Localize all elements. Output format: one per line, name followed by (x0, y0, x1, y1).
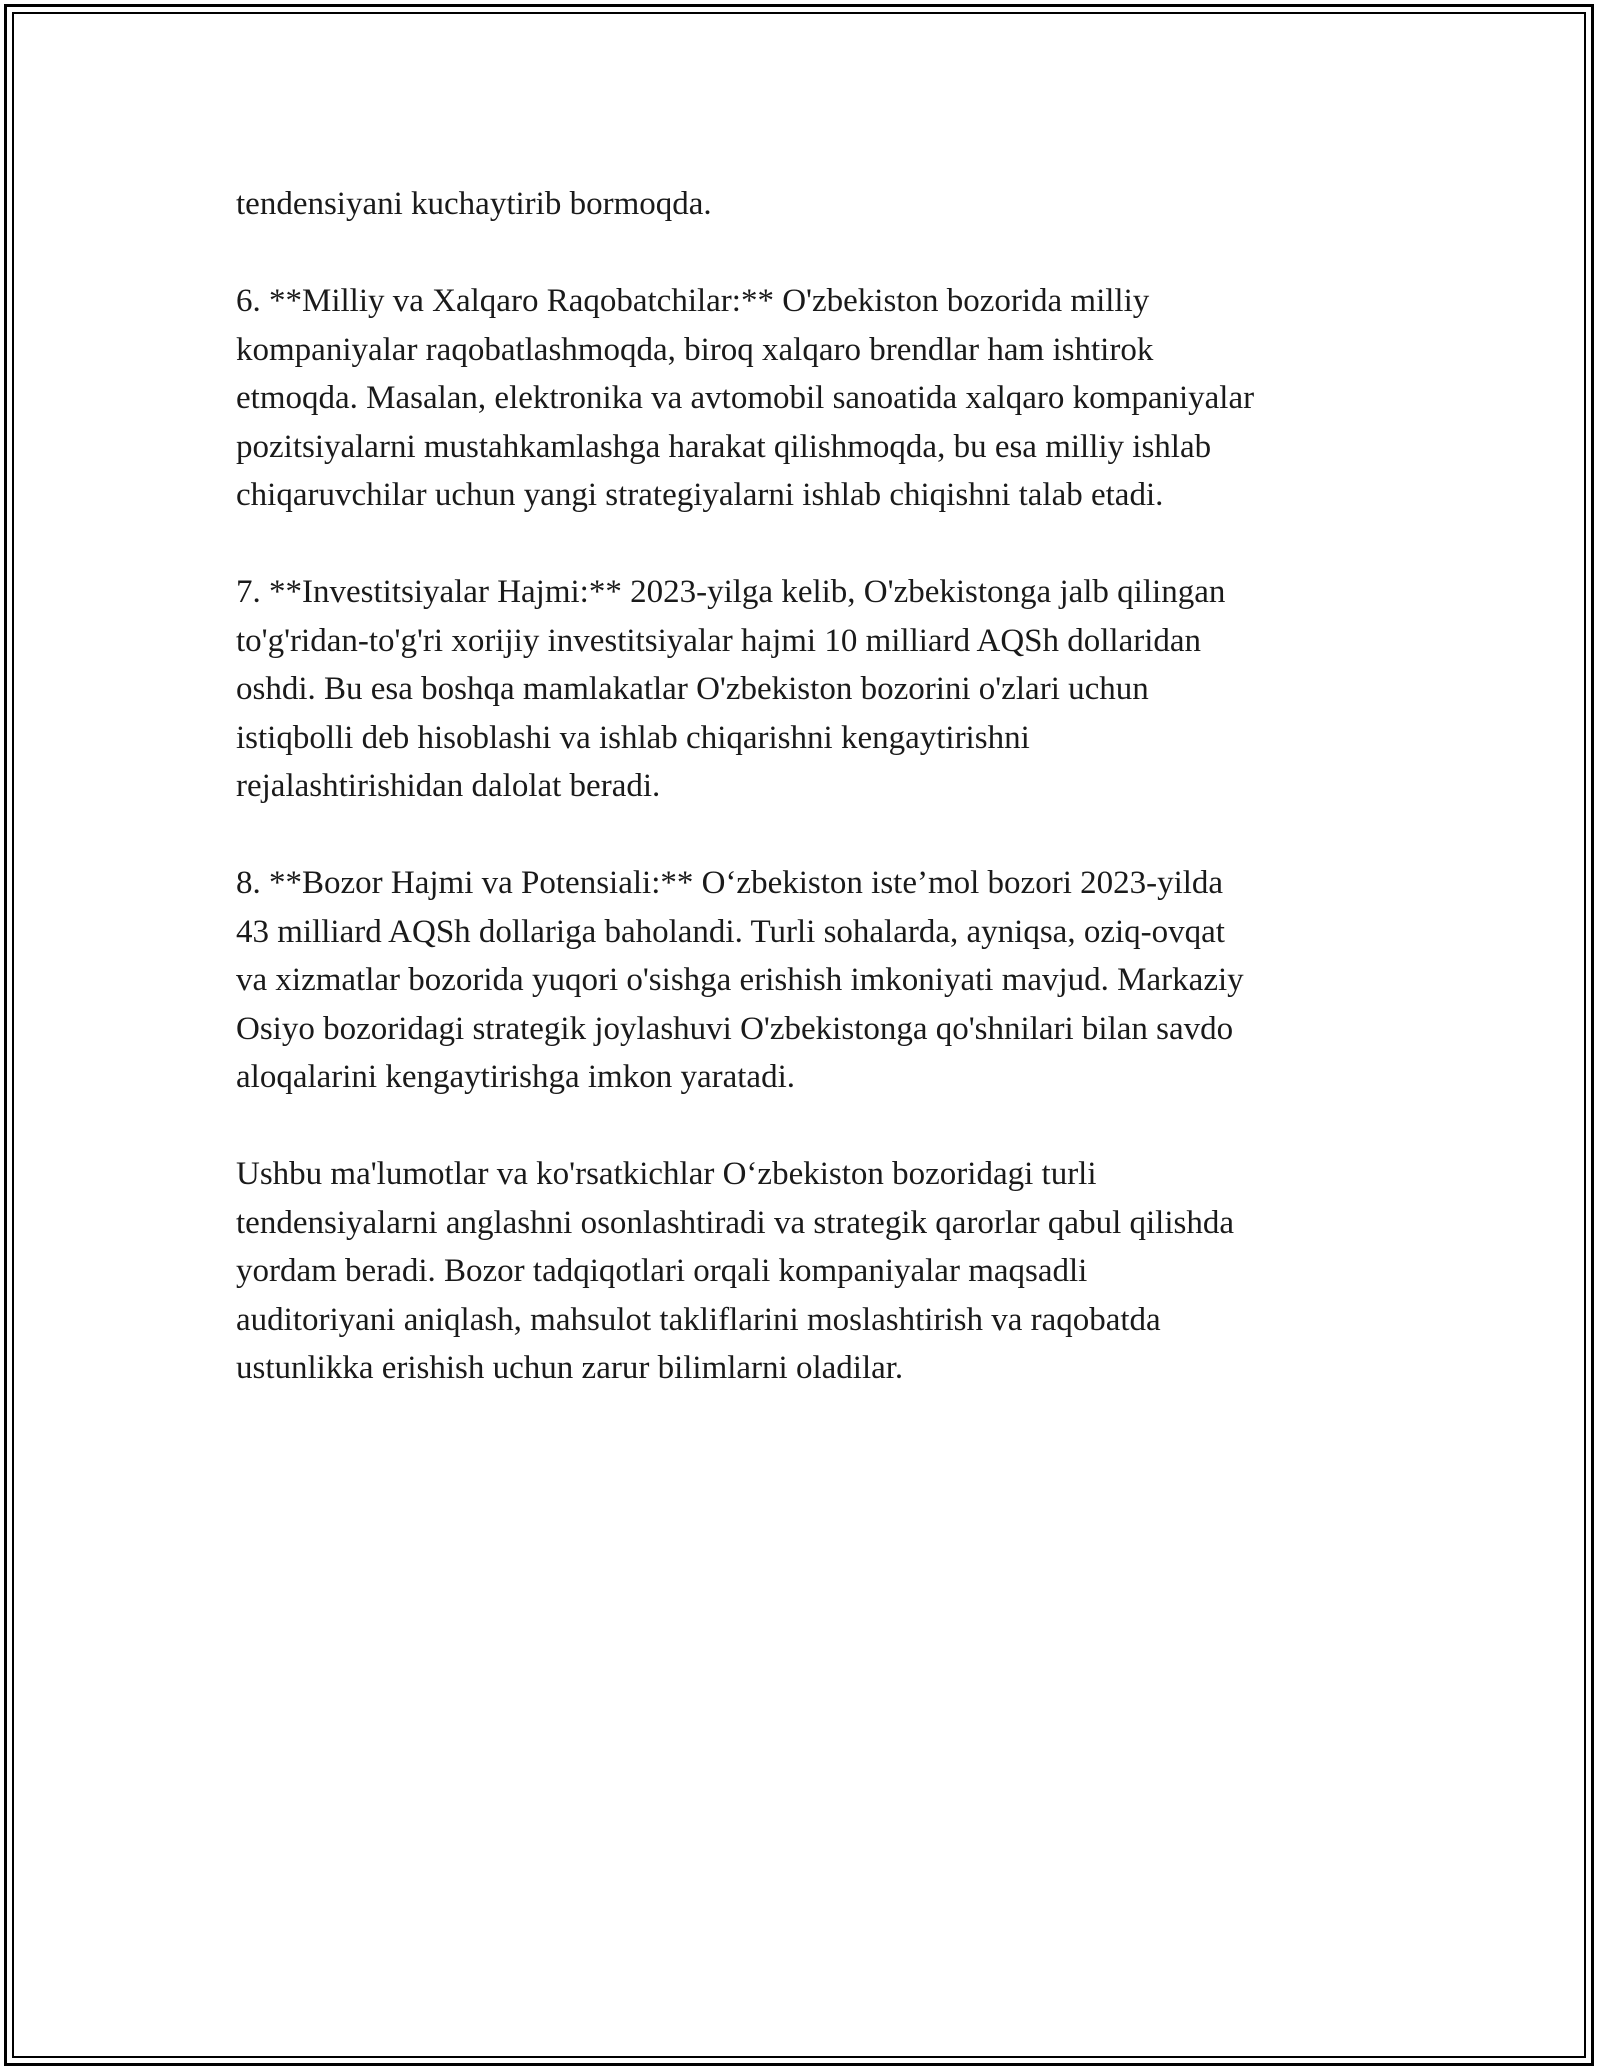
paragraph-item-6: 6. **Milliy va Xalqaro Raqobatchilar:** O'zbekiston bozorida milliy kompaniyalar raqobatlashmoqda, biroq xalqaro brendlar ham ishtirok etmoqda. Masalan, elektronika va avtomobil sanoatida xalqaro kompaniyalar pozitsiyalarni mustahkamlashga harakat qilishmoqda, bu esa milliy ishlab chiqaruvchilar uchun yangi strategiyalarni ishlab chiqishni talab etadi. (236, 283, 1255, 513)
paragraph-item-7: 7. **Investitsiyalar Hajmi:** 2023-yilga kelib, O'zbekistonga jalb qilingan to'g'ridan-to'g'ri xorijiy investitsiyalar hajmi 10 milliard AQSh dollaridan oshdi. Bu esa boshqa mamlakatlar O'zbekiston bozorini o'zlari uchun istiqbolli deb hisoblashi va ishlab chiqarishni kengaytirishni rejalashtirishidan dalolat beradi. (236, 574, 1226, 804)
document-body (236, 180, 1396, 1441)
paragraph-item-8: 8. **Bozor Hajmi va Potensiali:** O‘zbekiston iste’mol bozori 2023-yilda 43 milliard AQSh dollariga baholandi. Turli sohalarda, ayniqsa, oziq-ovqat va xizmatlar bozorida yuqori o'sishga erishish imkoniyati mavjud. Markaziy Osiyo bozoridagi strategik joylashuvi O'zbekistonga qo'shnilari bilan savdo aloqalarini kengaytirishga imkon yaratadi. (236, 865, 1244, 1095)
paragraph-conclusion: Ushbu ma'lumotlar va ko'rsatkichlar O‘zbekiston bozoridagi turli tendensiyalarni anglashni osonlashtiradi va strategik qarorlar qabul qilishda yordam beradi. Bozor tadqiqotlari orqali kompaniyalar maqsadli auditoriyani aniqlash, mahsulot takliflarini moslashtirish va raqobatda ustunlikka erishish uchun zarur bilimlarni oladilar. (236, 1156, 1234, 1386)
paragraph-continuation: tendensiyani kuchaytirib bormoqda. (236, 186, 712, 222)
